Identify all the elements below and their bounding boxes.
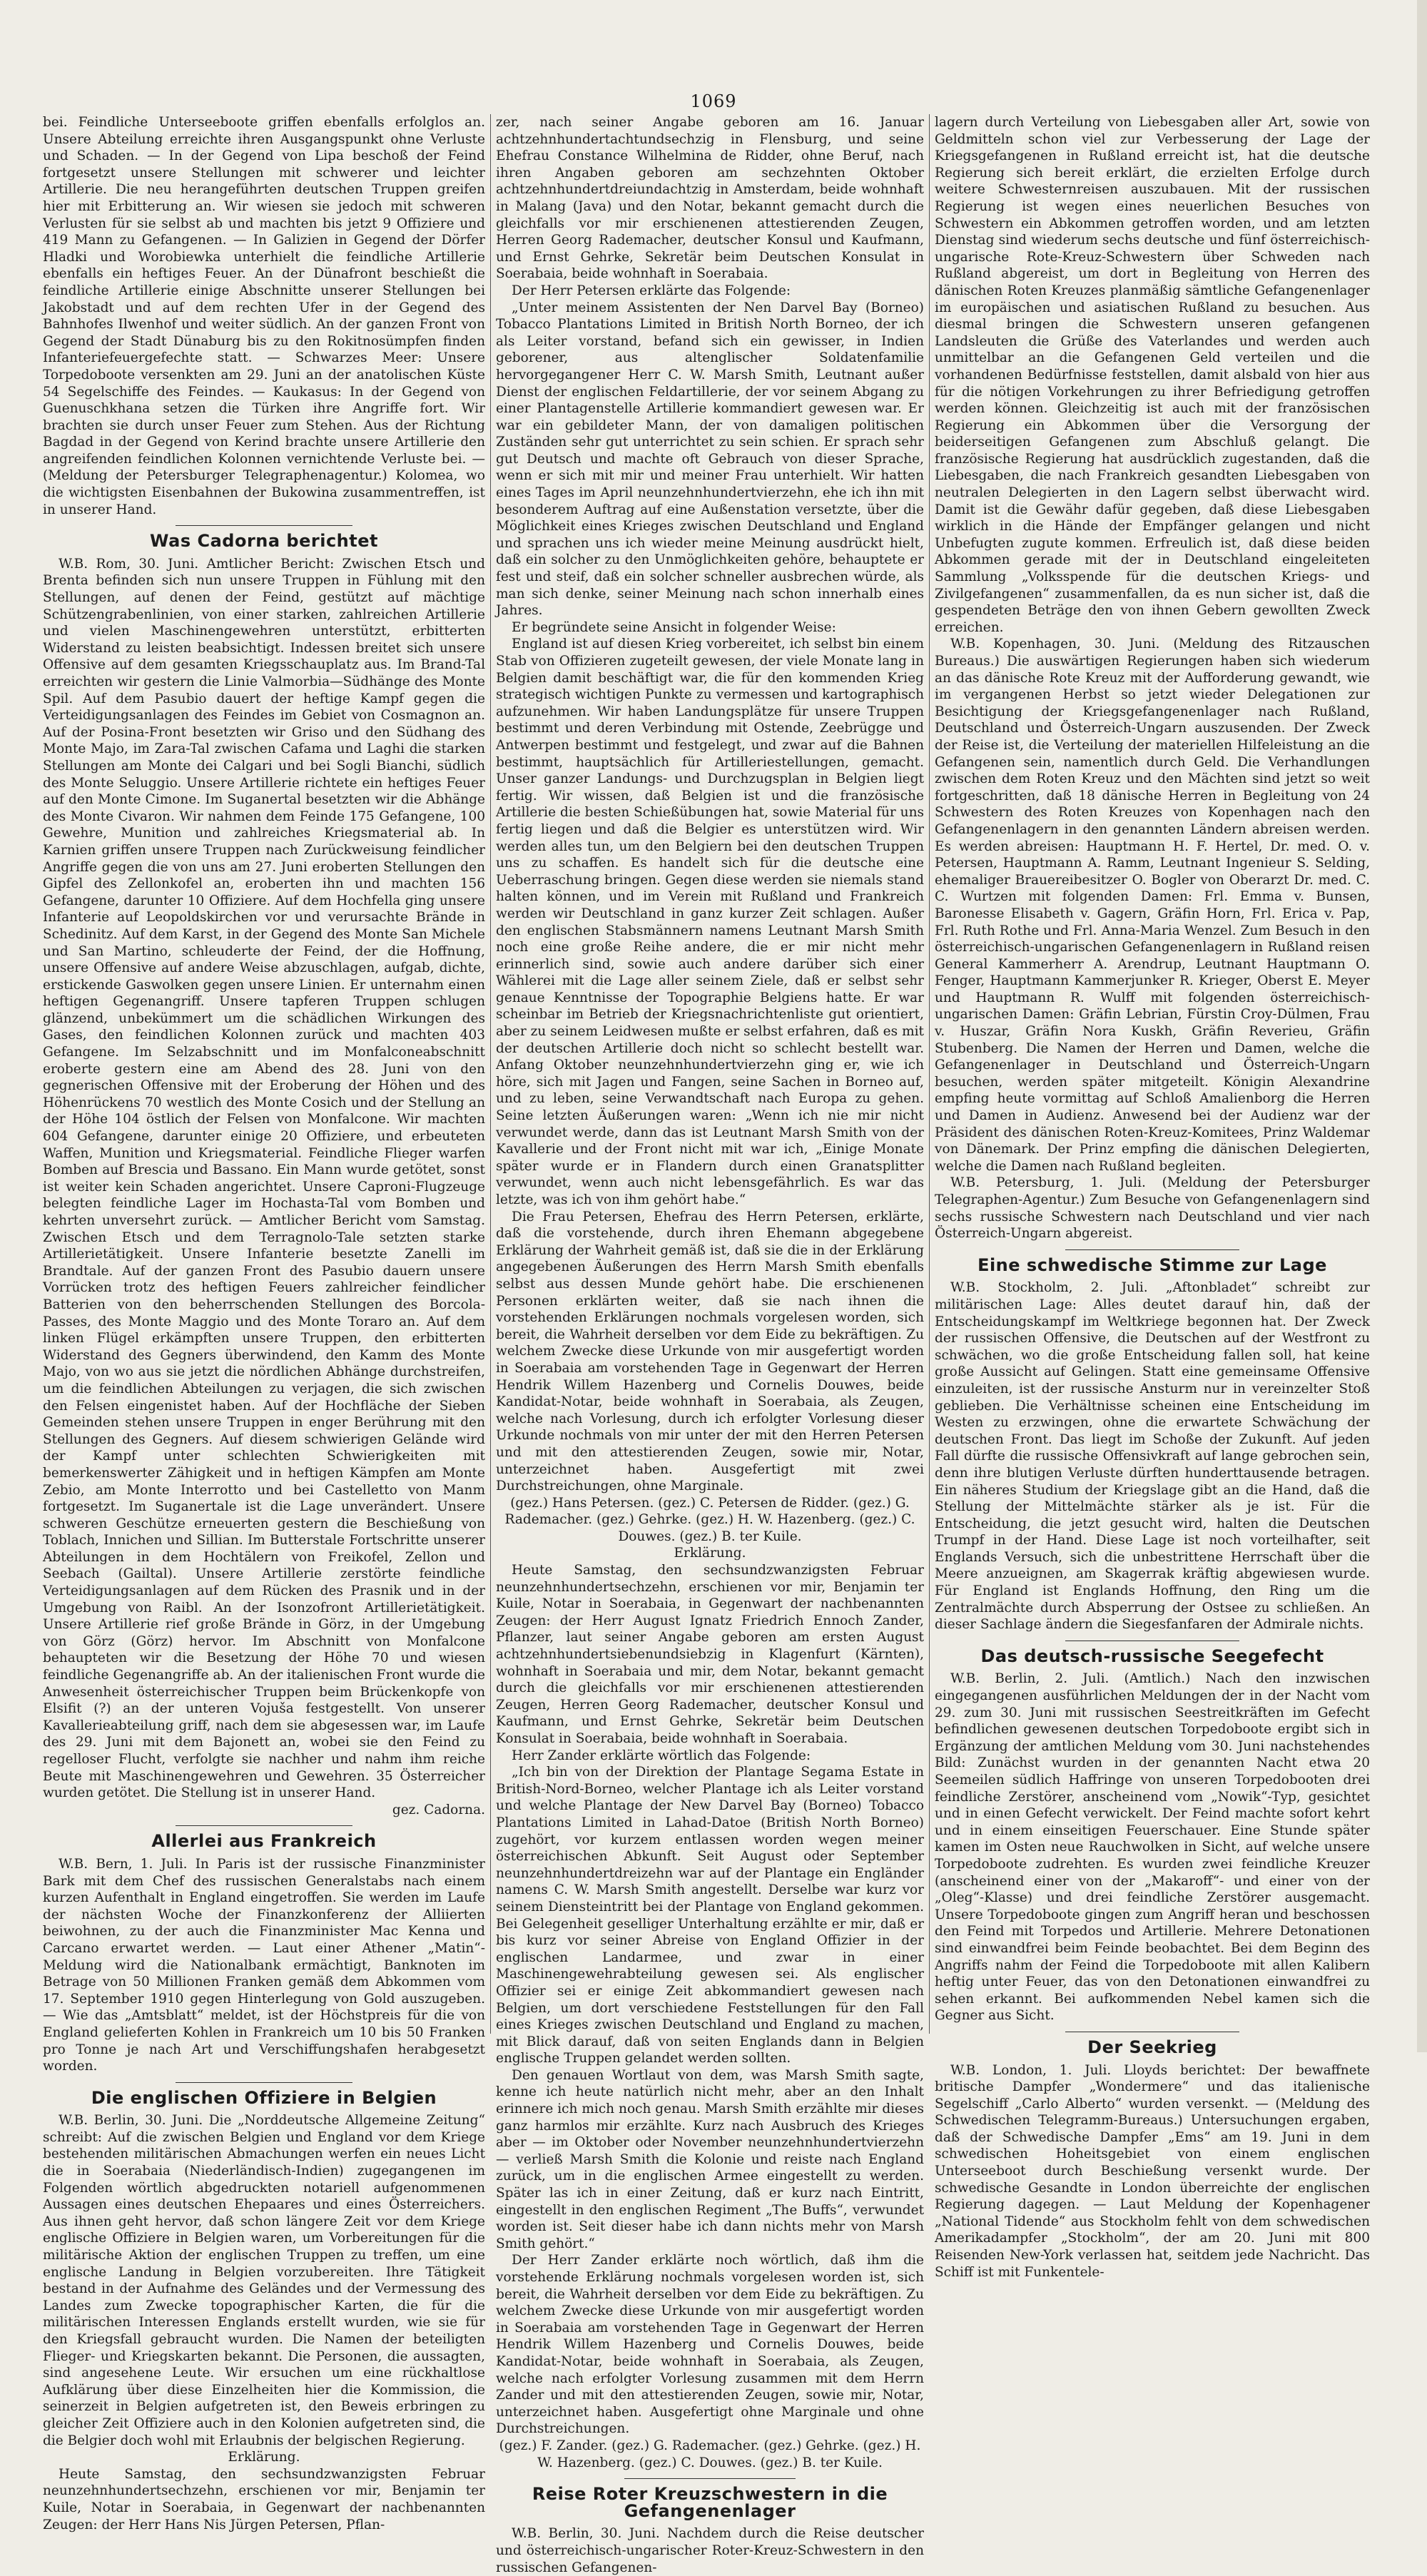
- paragraph: W.B. Berlin, 2. Juli. (Amtlich.) Nach den inzwischen eingegangenen ausführlichen Meldungen der in der Nacht vom 29. zum 30. Juni mit russischen Seestreitkräften im Gefecht befindlichen gewesenen deutschen Torpedoboote ergibt sich in Ergänzung der amtlichen Meldung vom 30. Juni nachstehendes Bild: Zunächst wurden in der genannten Nacht etwa 20 Seemeilen südlich Haffringe von unseren Torpedobooten drei feindliche Zerstörer, anscheinend vom „Nowik“-Typ, gesichtet und in einen Gefecht verwickelt. Der Feind machte sofort kehrt und in einem einseitigen Feuerschauer. Eine Stunde später kamen im Osten neue Rauchwolken in Sicht, auf welche unsere Torpedoboote zudrehten. Es wurden zwei feindliche Kreuzer (anscheinend einer von der „Makaroff“- und einer von der „Oleg“-Klasse) und drei feindliche Zerstörer ausgemacht. Unsere Torpedoboote gingen zum Angriff heran und beschossen den Feind mit Torpedos und Artillerie. Mehrere Detonationen sind einwandfrei beim Feinde beobachtet. Bei dem Beginn des Angriffs nahm der Feind die Torpedoboote mit allen Kalibern heftig unter Feuer, das von den Detonationen einwandfrei zu sehen erkannt. Bei aufkommenden Nebel kamen sich die Gegner aus Sicht.: [935, 1671, 1370, 2024]
- headline: Die englischen Offiziere in Belgien: [91, 2087, 437, 2108]
- column-3: [935, 114, 1370, 2280]
- headline: Was Cadorna berichtet: [150, 531, 378, 552]
- page-number: 1069: [690, 91, 737, 111]
- paragraph: Herr Zander erklärte wörtlich das Folgende:: [512, 1748, 811, 1763]
- paragraph: „Unter meinem Assistenten der Nen Darvel Bay (Borneo) Tobacco Plantations Limited in British North Borneo, der ich als Leiter vorstand, befand sich ein gewisser, in Indien geborener, aus altenglischer Soldatenfamilie hervorgegangener Herr C. W. Marsh Smith, Leutnant außer Dienst der englischen Feldartillerie, der vor seinem Abgang zu einer Plantagenstelle Artillerie kommandiert gewesen war. Er war ein gebildeter Mann, der von damaligen politischen Zuständen sehr gut unterrichtet zu sein schien. Er sprach sehr gut Deutsch und machte oft Gebrauch von dieser Sprache, wenn er sich mit mir und meiner Frau unterhielt. Wir hatten eines Tages im April neunzehnhundertvierzehn, ehe ich ihn mit besonderem Auftrag auf eine Außenstation versetzte, über die Möglichkeit eines Krieges zwischen Deutschland und England und sprachen uns ich wieder meine Meinung ausdrückt hielt, daß ein solcher zu den Unmöglichkeiten gehöre, behauptete er fest und steif, daß ein solcher schneller ausbrechen würde, als man sich denke, seiner Meinung nach schon innerhalb eines Jahres.: [496, 300, 924, 619]
- paragraph: Heute Samstag, den sechsundzwanzigsten Februar neunzehnhundertsechzehn, erschienen vor mir, Benjamin ter Kuile, Notar in Soerabaia, in Gegenwart der nachbenannten Zeugen: der Herr August Ignatz Friedrich Ennoch Zander, Pflanzer, laut seiner Angabe geboren am ersten August achtzehnhundertsiebenundsiebzig in Klagenfurt (Kärnten), wohnhaft in Soerabaia und mir, dem Notar, bekannt gemacht durch die gleichfalls vor mir erschienenen attestierenden Zeugen, Herren Georg Rademacher, deutscher Konsul und Kaufmann, und Ernst Gehrke, Sekretär beim Deutschen Konsulat in Soerabaia, beide wohnhaft in Soerabaia.: [496, 1563, 924, 1746]
- paragraph: W.B. Kopenhagen, 30. Juni. (Meldung des Ritzauschen Bureaus.) Die auswärtigen Regierungen haben sich wiederum an das dänische Rote Kreuz mit der Aufforderung gewandt, wie im vergangenen Herbst so jetzt wieder Delegationen zur Besichtigung der Kriegsgefangenenlager nach Rußland, Deutschland und Österreich-Ungarn auszusenden. Der Zweck der Reise ist, die Verteilung der materiellen Hilfeleistung an die Gefangenen sein, namentlich durch Geld. Die Verhandlungen zwischen dem Roten Kreuz und den Mächten sind jetzt so weit fortgeschritten, daß 18 dänische Herren in Begleitung von 24 Schwestern des Roten Kreuzes von Kopenhagen nach den Gefangenenlagern in den genannten Ländern abreisen werden. Es werden abreisen: Hauptmann H. F. Hertel, Dr. med. O. v. Petersen, Hauptmann A. Ramm, Leutnant Ingenieur S. Selding, ehemaliger Brauereibesitzer O. Bogler von Oberarzt Dr. med. C. C. Wurtzen mit folgenden Damen: Frl. Emma v. Bunsen, Baronesse Elisabeth v. Gagern, Gräfin Horn, Frl. Erica v. Pap, Frl. Ruth Rothe und Frl. Anna-Maria Wenzel. Zum Besuch in den österreichisch-ungarischen Gefangenenlagern in Rußland reisen General Kammerherr A. Arendrup, Leutnant Hauptmann O. Fenger, Hauptmann Kammerjunker R. Krieger, Oberst E. Meyer und Hauptmann R. Wulff mit folgenden österreichisch-ungarischen Damen: Gräfin Lebrian, Fürstin Croy-Dülmen, Frau v. Huszar, Gräfin Nora Kuskh, Gräfin Reverieu, Gräfin Stubenberg. Die Namen der Herren und Damen, welche die Gefangenenlager in Deutschland und Österreich-Ungarn besuchen, werden später mitgeteilt. Königin Alexandrine empfing heute vormittag auf Schloß Amalienborg die Herren und Damen in Audienz. Anwesend bei der Audienz war der Präsident des dänischen Roten-Kreuz-Komitees, Prinz Waldemar von Dänemark. Der Prinz empfing die dänischen Delegierten, welche die Damen nach Rußland begleiten.: [935, 637, 1370, 1174]
- paragraph: lagern durch Verteilung von Liebesgaben aller Art, sowie von Geldmitteln schon viel zur Verbesserung der Lage der Kriegsgefangenen in Rußland erreicht ist, hat die deutsche Regierung sich bereit erklärt, die erzielten Erfolge durch weitere Schwesternreisen auszubauen. Mit der russischen Regierung ist wegen eines neuerlichen Besuches von Schwestern ein Abkommen getroffen worden, und am letzten Dienstag sind wiederum sechs deutsche und fünf österreichisch-ungarische Rote-Kreuz-Schwestern über Schweden nach Rußland abgereist, um dort in Begleitung von Herren des dänischen Roten Kreuzes planmäßig sämtliche Gefangenenlager im europäischen und asiatischen Rußland zu besuchen. Aus diesmal bringen die Schwestern unseren gefangenen Landsleuten die Grüße des Vaterlandes und werden auch unmittelbar an die Gefangenen Geld verteilen und die vorhandenen Bedürfnisse feststellen, damit alsbald von hier aus für die nötigen Vorkehrungen zu ihrer Befriedigung getroffen werden können. Gleichzeitig ist auch mit der französischen Regierung ein Abkommen über die Versorgung der beiderseitigen Gefangenen zum Abschluß gelangt. Die französische Regierung hat ausdrücklich zugestanden, daß die Liebesgaben, die nach Frankreich gesandten Liebesgaben von neutralen Delegierten in den Lagern selbst überwacht wird. Damit ist die Gewähr dafür gegeben, daß diese Liebesgaben wirklich in die Hände der Empfänger gelangen und nicht Unbefugten zugute kommen. Erfreulich ist, daß diese beiden Abkommen gerade mit der in Deutschland eingeleiteten Sammlung „Volksspende für die deutschen Kriegs- und Zivilgefangenen“ zusammenfallen, da es nun sicher ist, daß die gespendeten Beträge den von ihnen Gebern gewollten Zweck erreichen.: [935, 115, 1370, 635]
- signatures: (gez.) Hans Petersen. (gez.) C. Petersen de Ridder. (gez.) G. Rademacher. (gez.) Gehrke. (gez.) H. W. Hazenberg. (gez.) C. Douwes. (gez.) B. ter Kuile.: [504, 1495, 915, 1544]
- paragraph: W.B. Petersburg, 1. Juli. (Meldung der Petersburger Telegraphen-Agentur.) Zum Besuche von Gefangenenlagern sind sechs russische Schwestern nach Deutschland und vier nach Österreich-Ungarn abgereist.: [935, 1175, 1370, 1242]
- paragraph: W.B. London, 1. Juli. Lloyds berichtet: Der bewaffnete britische Dampfer „Wondermere“ und das italienische Segelschiff „Carlo Alberto“ wurden versenkt. — (Meldung des Schwedischen Telegramm-Bureaus.) Untersuchungen ergaben, daß der Schwedische Dampfer „Ems“ am 19. Juni in dem schwedischen Hoheitsgebiet von einem englischen Unterseeboot durch Beschießung versenkt wurde. Der schwedische Gesandte in London überreichte der englischen Regierung dagegen. — Laut Meldung der Kopenhagener „National Tidende“ aus Stockholm fehlt von dem schwedischen Amerikadampfer „Stockholm“, der am 20. Juni mit 800 Reisenden New-York verlassen hat, seitdem jede Nachricht. Das Schiff ist mit Funkentele-: [935, 2062, 1370, 2280]
- headline: Allerlei aus Frankreich: [151, 1831, 377, 1852]
- column-1: [43, 114, 485, 2532]
- headline: Eine schwedische Stimme zur Lage: [977, 1254, 1327, 1275]
- column-rule: [490, 114, 491, 2034]
- page-edge: [1417, 0, 1427, 2052]
- subheading: Erklärung.: [674, 1546, 746, 1561]
- divider: [176, 525, 352, 526]
- paragraph: Den genauen Wortlaut von dem, was Marsh Smith sagte, kenne ich heute natürlich nicht mehr, aber an den Inhalt erinnere ich mich noch genau. Marsh Smith erzählte mir dieses ganz harmlos mir erzählte. Kurz nach Ausbruch des Krieges aber — im Oktober oder November neunzehnhundertvierzehn — verließ Marsh Smith die Kolonie und reiste nach England zurück, um in die englischen Armee eingestellt zu werden. Später las ich in einer Zeitung, daß er kurz nach Eintritt, eingestellt in den englischen Regiment „The Buffs“, verwundet worden ist. Seit dieser habe ich dann nichts mehr von Marsh Smith gehört.“: [496, 2067, 924, 2251]
- divider: [176, 2082, 352, 2083]
- headline: Reise Roter Kreuzschwestern in die Gefangenenlager: [532, 2484, 888, 2521]
- divider: [1065, 1249, 1239, 1250]
- column-2: [496, 114, 924, 2575]
- paragraph: zer, nach seiner Angabe geboren am 16. Januar achtzehnhundertachtundsechzig in Flensburg, und seine Ehefrau Constance Wilhelmina de Ridder, ohne Beruf, nach ihren Angaben geboren am sechzehnten Oktober achtzehnhundertdreiundachtzig in Amsterdam, beide wohnhaft in Malang (Java) und den Notar, bekannt gemacht durch die gleichfalls vor mir erschienenen attestierenden Zeugen, Herren Georg Rademacher, deutscher Konsul und Kaufmann, und Ernst Gehrke, Sekretär beim Deutschen Konsulat in Soerabaia, beide wohnhaft in Soerabaia.: [496, 115, 924, 282]
- paragraph: W.B. Berlin, 30. Juni. Die „Norddeutsche Allgemeine Zeitung“ schreibt: Auf die zwischen Belgien und England vor dem Kriege bestehenden militärischen Abmachungen werfen ein neues Licht die in Soerabaia (Niederländisch-Indien) zugegangenen im Folgenden wörtlich abgedruckten notariell aufgenommenen Aussagen eines deutschen Ehepaares und eines Österreichers. Aus ihnen geht hervor, daß schon längere Zeit vor dem Kriege englische Offiziere in Belgien waren, um Vorbereitungen für die militärische Aktion der englischen Truppen zu treffen, um eine englische Landung in Belgien vorzubereiten. Ihre Tätigkeit bestand in der Aufnahme des Geländes und der Vermessung des Landes zum Zwecke topographischer Karten, die für die militärischen Interessen Englands erstellt wurden, wie sie für den Kriegsfall gebraucht wurden. Die Namen der beteiligten Flieger- und Kriegskarten bekannt. Die Personen, die aussagten, sind angesehene Leute. Wir ersuchen um eine rückhaltlose Aufklärung über diese Einzelheiten hier die Kommission, die seinerzeit in Belgien aufgetreten ist, den Beweis erbringen zu gleicher Zeit Offiziere auch in den Kolonien aufgetreten sind, die die Belgier doch wohl mit Erlaubnis der belgischen Regierung.: [43, 2113, 485, 2448]
- column-rule: [929, 114, 930, 2034]
- paragraph: W.B. Stockholm, 2. Juli. „Aftonbladet“ schreibt zur militärischen Lage: Alles deutet darauf hin, daß der Entscheidungskampf im Weltkriege begonnen hat. Der Zweck der russischen Offensive, die Deutschen auf der Westfront zu schwächen, wo die große Entscheidung fallen soll, hat keine große Aussicht auf Gelingen. Statt eine gemeinsame Offensive einzuleiten, ist der russische Ansturm nur in vereinzelter Stoß geblieben. Die Verhältnisse scheinen eine Entscheidung im Westen zu erzwingen, ohne die erwartete Schwächung der deutschen Front. Das liegt im Schoße der Zukunft. Auf jeden Fall dürfte die russische Offensivkraft auf lange gebrochen sein, denn ihre blutigen Verluste dürften hunderttausende betragen. Ein näheres Studium der Kriegslage gibt an die Hand, daß die Stellung der Mittelmächte stärker als je ist. Für die Entscheidung, die jetzt gesucht wird, halten die Deutschen Trumpf in der Hand. Diese Lage ist noch vorteilhafter, seit Englands Versuch, sich die unbestrittene Herrschaft über die Meere anzueignen, am Skagerrak kräftig abgewiesen wurde. Für England ist Englands Hoffnung, den Ring um die Zentralmächte durch Absperrung der Ostsee zu schließen. An dieser Sachlage ändern die Siegesfanfaren der Admirale nichts.: [935, 1280, 1370, 1633]
- subheading: Erklärung.: [228, 2450, 300, 2465]
- paragraph: England ist auf diesen Krieg vorbereitet, ich selbst bin einem Stab von Offizieren zugeteilt gewesen, der viele Monate lang in Belgien damit beschäftigt war, die für den kommenden Krieg strategisch wichtigen Punkte zu vermessen und kartographisch aufzunehmen. Wir haben Landungsplätze für unsere Truppen bestimmt und deren Verbindung mit Ostende, Zeebrügge und Antwerpen bestimmt und festgelegt, und zwar auf die Bahnen bestimmt, hauptsächlich für Artilleriestellungen, gemacht. Unser ganzer Landungs- und Durchzugsplan in Belgien liegt fertig. Wir wissen, daß Belgien ist und die französische Artillerie die besten Schießübungen hat, sowie Material für uns fertig liegen und daß die Belgier es unterstützen wird. Wir werden alles tun, um den Belgiern bei den deutschen Truppen uns zu schaffen. Es handelt sich für die deutsche eine Ueberraschung bringen. Gegen diese werden sie niemals stand halten können, und im Verein mit Rußland und Frankreich werden wir Deutschland in ganz kurzer Zeit schlagen. Außer den englischen Stabsmännern namens Leutnant Marsh Smith noch eine große Reihe andere, die er mir nicht mehr erinnerlich sind, sowie auch andere darüber sich einer Wählerei mit die Lage aller seinem Ziele, daß er selbst sehr genaue Kenntnisse der Topographie Belgiens hatte. Er war scheinbar im Betrieb der Kriegsnachrichtenliste gut orientiert, aber zu seinem Leidwesen mußte er selbst erfahren, daß es mit der deutschen Artillerie doch nicht so schlecht bestellt war. Anfang Oktober neunzehnhundertvierzehn ging er, wie ich höre, sich mit Jagen und Fangen, seine Sachen in Borneo auf, und zu leben, seine Verwandtschaft nach Europa zu gehen. Seine letzten Äußerungen waren: „Wenn ich nie mir nicht verwundet werde, dann das ist Leutnant Marsh Smith von der Kavallerie und der Front nicht mit war ich, „Einige Monate später wurde er in Flandern durch einen Granatsplitter verwundet, wenn auch nicht lebensgefährlich. Es war das letzte, was ich von ihm gehört habe.“: [496, 637, 924, 1207]
- paragraph: bei. Feindliche Unterseeboote griffen ebenfalls erfolglos an. Unsere Abteilung erreichte ihren Ausgangspunkt ohne Verluste und Schaden. — In der Gegend von Lipa beschoß der Feind fortgesetzt unsere Stellungen mit schwerer und leichter Artillerie. Die neu herangeführten deutschen Truppen greifen hier mit Erbitterung an. Wir wiesen sie jedoch mit schweren Verlusten für sie selbst ab und machten bis jetzt 9 Offiziere und 419 Mann zu Gefangenen. — In Galizien in Gegend der Dörfer Hladki und Worobiewka unterhielt die feindliche Artillerie ebenfalls ein heftiges Feuer. An der Dünafront beschießt die feindliche Artillerie einige Abschnitte unserer Stellungen bei Jakobstadt und auf dem rechten Ufer in der Gegend des Bahnhofes Ilwenhof und weiter südlich. An der ganzen Front von Gegend der Stadt Dünaburg bis zu den Rokitnosümpfen finden Infanteriefeuergefechte statt. — Schwarzes Meer: Unsere Torpedoboote versenkten am 29. Juni an der anatolischen Küste 54 Segelschiffe des Feindes. — Kaukasus: In der Gegend von Guenuschkhana setzen die Türken ihre Angriffe fort. Wir brachten sie durch unser Feuer zum Stehen. Aus der Richtung Bagdad in der Gegend von Kerind brachte unsere Artillerie den angreifenden feindlichen Kolonnen vernichtende Verluste bei. — (Meldung der Petersburger Telegraphenagentur.) Kolomea, wo die wichtigsten Eisenbahnen der Bukowina zusammentreffen, ist in unserer Hand.: [43, 115, 485, 517]
- paragraph: „Ich bin von der Direktion der Plantage Segama Estate in British-Nord-Borneo, welcher Plantage ich als Leiter vorstand und welche Plantage der New Darvel Bay (Borneo) Tobacco Plantations Limited in Lahad-Datoe (British North Borneo) zugehört, vor kurzem entlassen worden wegen meiner österreichischen Abkunft. Seit August oder September neunzehnhundertdreizehn war auf der Plantage ein Engländer namens C. W. Marsh Smith angestellt. Derselbe war kurz vor seinem Diensteintritt bei der Plantage von England gekommen. Bei Gelegenheit geselliger Unterhaltung erzählte er mir, daß er bis kurz vor seiner Abreise von England Offizier in der englischen Landarmee, und zwar in einer Maschinengewehrabteilung gewesen sei. Als englischer Offizier sei er einige Zeit abkommandiert gewesen nach Belgien, um dort verschiedene Feststellungen für den Fall eines Krieges zwischen Deutschland und England zu machen, mit Blick darauf, daß von seiten Englands dann in Belgien englische Truppen gelandet werden sollten.: [496, 1765, 924, 2067]
- headline: Der Seekrieg: [1087, 2037, 1217, 2057]
- paragraph: W.B. Rom, 30. Juni. Amtlicher Bericht: Zwischen Etsch und Brenta befinden sich nun unsere Truppen in Fühlung mit den Stellungen, auf denen der Feind, gestützt auf mächtige Schützengrabenlinien, von einer starken, zahlreichen Artillerie und vielen Maschinengewehren unterstützt, erbitterten Widerstand zu leisten beabsichtigt. Indessen breitet sich unsere Offensive auf dem gesamten Kriegsschauplatz aus. Im Brand-Tal erreichten wir gestern die Linie Valmorbia—Südhänge des Monte Spil. Auf dem Pasubio dauert der heftige Kampf gegen die Verteidigungsanlagen des Feindes im Gebiet von Cosmagnon an. Auf der Posina-Front besetzten wir Griso und den Südhang des Monte Majo, im Zara-Tal zwischen Cafama und Laghi die starken Stellungen am Monte dei Calgari und bei Sogli Bianchi, südlich des Monte Seluggio. Unsere Artillerie richtete ein heftiges Feuer auf den Monte Cimone. Im Suganertal besetzten wir die Abhänge des Monte Civaron. Wir nahmen dem Feinde 175 Gefangene, 100 Gewehre, Munition und zahlreiches Kriegsmaterial ab. In Karnien griffen unsere Truppen nach Zurückweisung feindlicher Angriffe gegen die von uns am 27. Juni eroberten Stellungen den Gipfel des Zellonkofel an, eroberten ihn und machten 156 Gefangene, darunter 10 Offiziere. Auf dem Hochfella ging unsere Infanterie auf Leopoldskirchen vor und verursachte Brände in Schedinitz. Auf dem Karst, in der Gegend des Monte San Michele und San Martino, schleuderte der Feind, der die Hoffnung, unsere Offensive auf andere Weise abzuschlagen, aufgab, dichte, erstickende Gaswolken gegen unsere Linien. Er unternahm einen heftigen Gegenangriff. Unsere tapferen Truppen schlugen glänzend, unbekümmert um die schädlichen Wirkungen des Gases, den feindlichen Kolonnen zurück und machten 403 Gefangene. Im Selzabschnitt und im Monfalconeabschnitt eroberte gestern eine am Abend des 28. Juni von den gegnerischen Offensive mit der Eroberung der Höhen und des Höhenrückens 70 westlich des Monte Cosich und der Stellung an der Höhe 104 östlich der Felsen von Monfalcone. Wir machten 604 Gefangene, darunter einige 20 Offiziere, und erbeuteten Waffen, Munition und Kriegsmaterial. Feindliche Flieger warfen Bomben auf Brescia und Bassano. Ein Mann wurde getötet, sonst ist weiter kein Schaden angerichtet. Unsere Caproni-Flugzeuge belegten feindliche Lager im Hochasta-Tal vom Bomben und kehrten unversehrt zurück. — Amtlicher Bericht vom Samstag. Zwischen Etsch und dem Terragnolo-Tale setzten starke Artillerietätigkeit. Unsere Infanterie besetzte Zanelli im Brandtale. Auf der ganzen Front des Pasubio dauern unsere Vorrücken trotz des heftigen Feuers zahlreicher feindlicher Batterien von den beherrschenden Stellungen des Borcola-Passes, des Monte Maggio und des Monte Toraro an. Auf dem linken Flügel erkämpften unsere Truppen, den erbitterten Widerstand des Gegners überwindend, den Kamm des Monte Majo, von wo aus sie jetzt die nördlichen Abhänge durchstreifen, um die feindlichen Abteilungen zu verjagen, die sich zwischen den Felsen eingenistet haben. Auf der Hochfläche der Sieben Gemeinden stehen unsere Truppen in enger Berührung mit den Stellungen des Gegners. Auf diesem schwierigen Gelände wird der Kampf unter schlechten Schwierigkeiten mit bemerkenswerter Zähigkeit und in heftigen Kämpfen am Monte Zebio, am Monte Interrotto und bei Castelletto von Manm fortgesetzt. Im Suganertale ist die Lage unverändert. Unsere schweren Geschütze erneuerten gestern die Beschießung von Toblach, Innichen und Sillian. Im Butterstale Fortschritte unserer Abteilungen in dem Hochtälern von Freikofel, Zellon und Seebach (Gailtal). Unsere Artillerie zerstörte feindliche Verteidigungsanlagen auf dem Rücken des Prasnik und in der Umgebung von Raibl. An der Isonzofront Artillerietätigkeit. Unsere Artillerie rief große Brände in Görz, in der Umgebung von Görz (Görz) hervor. Im Abschnitt von Monfalcone behaupteten wir die Besetzung der Höhe 70 und wiesen feindliche Gegenangriffe ab. An der italienischen Front wurde die Anwesenheit österreichischer Truppen beim Brückenkopfe von Elsifit (?) an der unteren Vojuša festgestellt. Von unserer Kavallerieabteilung griff, nach dem sie abgesessen war, im Laufe des 29. Juni mit dem Bajonett an, wobei sie den Feind zu regelloser Flucht, verfolgte sie nachher und nahm ihm reiche Beute mit Maschinengewehren und Gewehren. 35 Österreicher wurden getötet. Die Stellung ist in unserer Hand.: [43, 556, 485, 1801]
- divider: [176, 1825, 352, 1826]
- paragraph: Der Herr Petersen erklärte das Folgende:: [512, 283, 791, 298]
- divider: [624, 2478, 796, 2479]
- paragraph: W.B. Berlin, 30. Juni. Nachdem durch die Reise deutscher und österreichisch-ungarischer Roter-Kreuz-Schwestern in den russischen Gefangenen-: [496, 2526, 924, 2575]
- paragraph: Der Herr Zander erklärte noch wörtlich, daß ihm die vorstehende Erklärung nochmals vorgelesen worden ist, sich bereit, die Wahrheit derselben vor dem Eide zu bekräftigen. Zu welchem Zwecke diese Urkunde von mir ausgefertigt worden in Soerabaia am vorstehenden Tage in Gegenwart der Herren Hendrik Willem Hazenberg und Cornelis Douwes, beide Kandidat-Notar, beide wohnhaft in Soerabaia, als Zeugen, welche nach erfolgter Vorlesung zusammen mit dem Herrn Zander und mit den attestierenden Zeugen, sowie mir, Notar, unterzeichnet haben. Ausgefertigt ohne Marginale und ohne Durchstreichungen.: [496, 2253, 924, 2437]
- paragraph: Die Frau Petersen, Ehefrau des Herrn Petersen, erklärte, daß die vorstehende, durch ihren Ehemann abgegebene Erklärung der Wahrheit gemäß ist, daß sie die in der Erklärung angegebenen Äußerungen des Herrn Marsh Smith ebenfalls selbst aus dessen Munde gehört habe. Die erschienenen Personen erklärten weiter, daß sie nach ihnen die vorstehenden Erklärungen nochmals vorgelesen worden, sich bereit, die Wahrheit derselben vor dem Eide zu bekräftigen. Zu welchem Zwecke diese Urkunde von mir ausgefertigt worden in Soerabaia am vorstehenden Tage in Gegenwart der Herren Hendrik Willem Hazenberg und Cornelis Douwes, beide Kandidat-Notar, beide wohnhaft in Soerabaia, als Zeugen, welche nach Vorlesung, durch ich erfolgter Vorlesung dieser Urkunde nochmals von mir unter der mit den Herren Petersen und mit den attestierenden Zeugen, sowie mir, Notar, unterzeichnet haben. Ausgefertigt mit zwei Durchstreichungen, ohne Marginale.: [496, 1209, 924, 1494]
- headline: Das deutsch-russische Seegefecht: [980, 1646, 1324, 1666]
- paragraph: Heute Samstag, den sechsundzwanzigsten Februar neunzehnhundertsechzehn, erschienen vor mir, Benjamin ter Kuile, Notar in Soerabaia, in Gegenwart der nachbenannten Zeugen: der Herr Hans Nis Jürgen Petersen, Pflan-: [43, 2466, 485, 2532]
- signatures: (gez.) F. Zander. (gez.) G. Rademacher. (gez.) Gehrke. (gez.) H. W. Hazenberg. (gez.) C. Douwes. (gez.) B. ter Kuile.: [499, 2438, 921, 2470]
- paragraph: W.B. Bern, 1. Juli. In Paris ist der russische Finanzminister Bark mit dem Chef des russischen Generalstabs nach einem kurzen Aufenthalt in England eingetroffen. Sie werden im Laufe der nächsten Woche der Finanzkonferenz der Alliierten beiwohnen, zu der auch die Finanzminister Mac Kenna und Carcano erwartet werden. — Laut einer Athener „Matin“-Meldung wird die Nationalbank ermächtigt, Banknoten im Betrage von 50 Millionen Franken gemäß dem Abkommen vom 17. September 1910 gegen Hinterlegung von Gold auszugeben. — Wie das „Amtsblatt“ meldet, ist der Höchstpreis für die von England gelieferten Kohlen in Frankreich um 10 bis 50 Franken pro Tonne je nach Art und Verschiffungshafen herabgesetzt worden.: [43, 1856, 485, 2074]
- signature: gez. Cadorna.: [392, 1802, 485, 1817]
- paragraph: Er begründete seine Ansicht in folgender Weise:: [512, 619, 836, 635]
